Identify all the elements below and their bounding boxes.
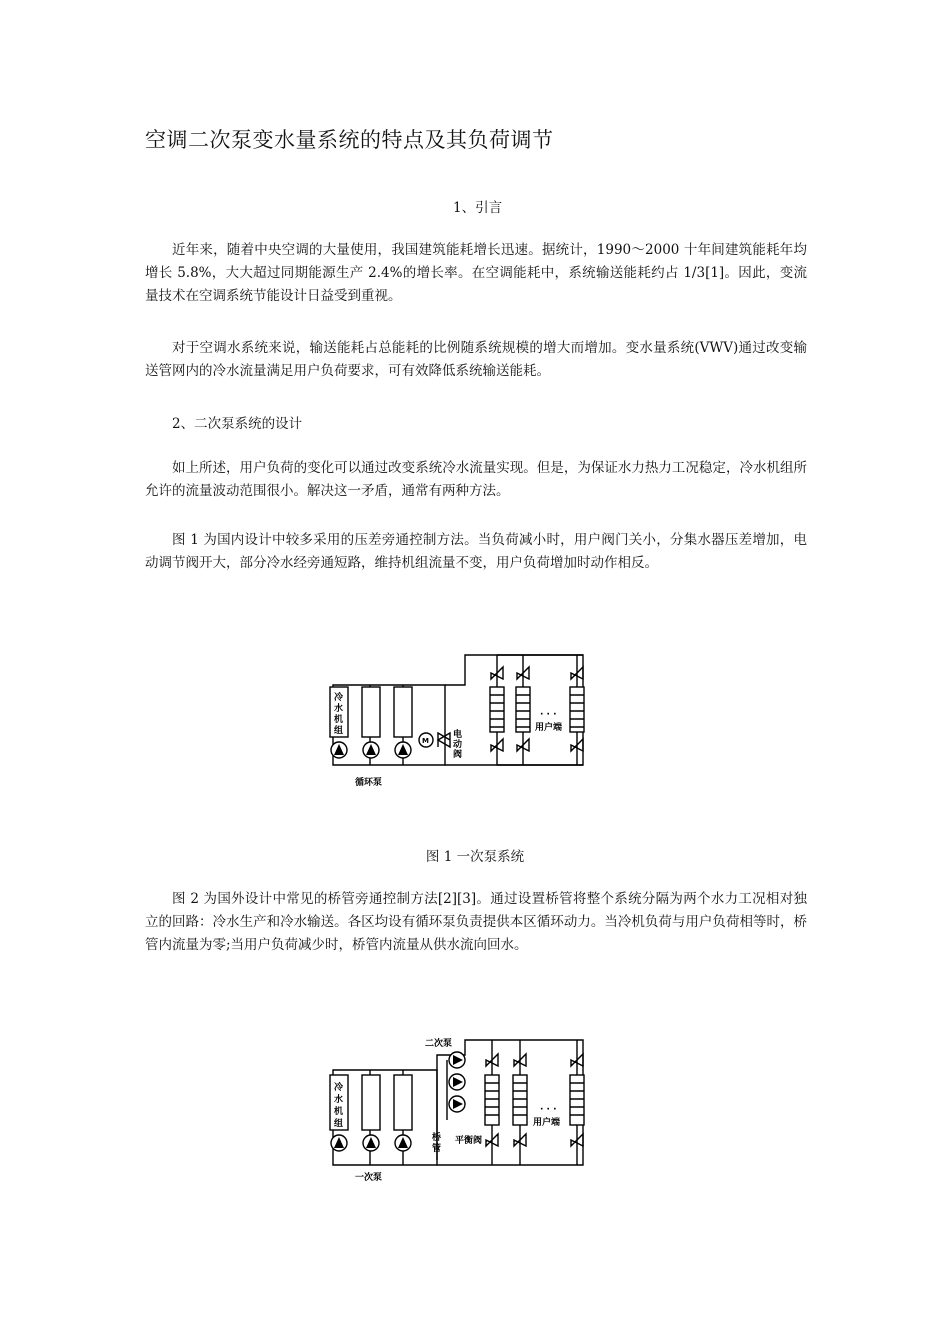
section-heading-design: 2、二次泵系统的设计 — [172, 416, 303, 432]
circulation-pump-icon — [331, 742, 411, 758]
chiller-label-3: 机 — [334, 1107, 344, 1117]
valve-label-3: 阀 — [453, 750, 463, 760]
section-heading-intro: 1、引言 — [453, 200, 503, 216]
primary-pump-icon — [331, 1135, 411, 1151]
bridge-label-1: 桥 — [432, 1133, 442, 1143]
chiller-label-4: 组 — [334, 1119, 344, 1129]
chiller-label-2: 水 — [334, 704, 344, 714]
page-title: 空调二次泵变水量系统的特点及其负荷调节 — [145, 128, 554, 152]
figure-2-diagram — [325, 1030, 625, 1190]
pump-label: 循环泵 — [355, 778, 383, 788]
chiller-label-1: 冷 — [334, 1083, 344, 1093]
chiller-unit-3 — [394, 1075, 412, 1130]
ellipsis: · · · — [540, 710, 557, 720]
paragraph-4: 图 1 为国内设计中较多采用的压差旁通控制方法。当负荷减小时，用户阀门关小，分集水器压差增加，电动调节阀开大，部分冷水经旁通短路，维持机组流量不变，用户负荷增加时动作相反。 — [145, 532, 807, 571]
chiller-label-4: 组 — [334, 726, 344, 736]
supply-return-pipe — [445, 655, 583, 765]
valve-label-1: 电 — [453, 730, 463, 740]
chiller-unit-3 — [394, 687, 412, 737]
user-terminal-label: 用户端 — [535, 723, 563, 733]
chiller-label-2: 水 — [334, 1095, 344, 1105]
user-terminal-group — [485, 1040, 584, 1165]
chiller-unit-2 — [362, 687, 380, 737]
chiller-label-1: 冷 — [334, 693, 344, 703]
paragraph-1: 近年来，随着中央空调的大量使用，我国建筑能耗增长迅速。据统计，1990～2000 十年间建筑能耗年均增长 5.8%，大大超过同期能源生产 2.4%的增长率。在空调能耗中，系统输送能耗约占 1/3[1]。因此，变流量技术在空调系统节能设计日益受到重视。 — [145, 242, 807, 304]
valve-label-2: 动 — [453, 740, 463, 750]
bypass-valve-icon — [438, 733, 450, 747]
user-terminal-group — [490, 655, 584, 765]
chiller-unit-2 — [362, 1075, 380, 1130]
balance-valve-label: 平衡阀 — [455, 1136, 483, 1146]
figure-1-diagram — [325, 645, 625, 795]
ellipsis: · · · — [540, 1105, 557, 1115]
secondary-pump-icon — [447, 1052, 465, 1120]
figure-1-caption: 图 1 一次泵系统 — [425, 849, 525, 865]
bridge-label-2: 管 — [432, 1144, 442, 1154]
primary-loop-pipe — [333, 685, 445, 765]
paragraph-2: 对于空调水系统来说，输送能耗占总能耗的比例随系统规模的增大而增加。变水量系统(VWV)通过改变输送管网内的冷水流量满足用户负荷要求，可有效降低系统输送能耗。 — [145, 340, 807, 379]
svg-text:M: M — [422, 737, 429, 745]
paragraph-3: 如上所述，用户负荷的变化可以通过改变系统冷水流量实现。但是，为保证水力热力工况稳定，冷水机组所允许的流量波动范围很小。解决这一矛盾，通常有两种方法。 — [145, 460, 807, 499]
paragraph-5: 图 2 为国外设计中常见的桥管旁通控制方法[2][3]。通过设置桥管将整个系统分隔为两个水力工况相对独立的回路：冷水生产和冷水输送。各区均设有循环泵负责提供本区循环动力。当冷机负荷与用户负荷相等时，桥管内流量为零;当用户负荷减少时，桥管内流量从供水流向回水。 — [145, 891, 807, 953]
primary-pump-label: 一次泵 — [355, 1173, 383, 1183]
secondary-pump-label: 二次泵 — [425, 1039, 453, 1049]
user-terminal-label: 用户端 — [533, 1118, 561, 1128]
chiller-label-3: 机 — [334, 715, 344, 725]
